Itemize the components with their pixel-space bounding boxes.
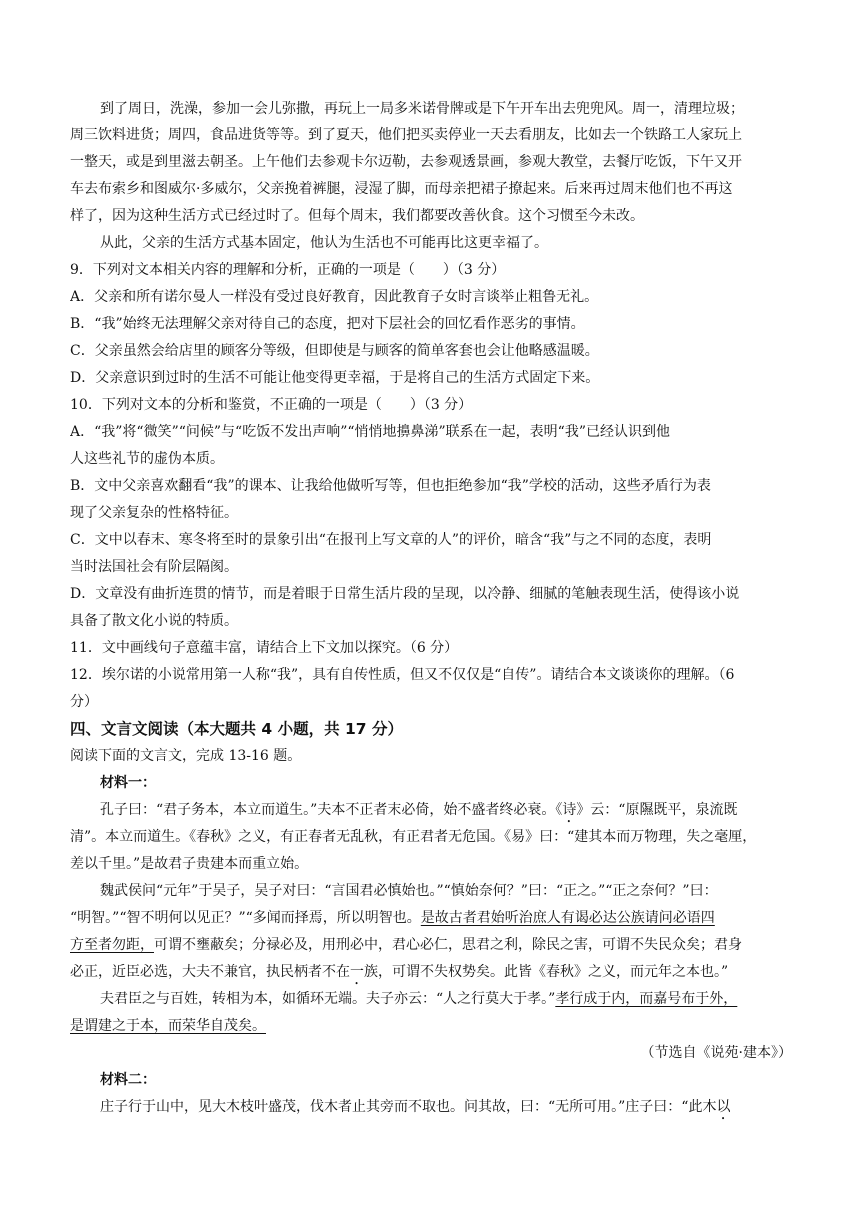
material-1-line xyxy=(70,905,792,931)
text-run: “明智。”“智不明何以见正？”“多闻而择焉，所以明智也。 xyxy=(70,910,421,926)
underlined-sentence: 方至者勿距， xyxy=(70,937,154,953)
question-10-option-d: D．文章没有曲折连贯的情节，而是着眼于日常生活片段的呈现，以冷静、细腻的笔触表现生活，使得该小说 xyxy=(70,586,740,602)
text-run: 夫君臣之与百姓，转相为本，如循环无端。夫子亦云：“人之行莫大于孝。” xyxy=(100,991,556,1007)
underlined-sentence: 孝行成于内，而嘉号布于外， xyxy=(555,991,738,1007)
intro-paragraph-line: 到了周日，洗澡，参加一会儿弥撒，再玩上一局多米诺骨牌或是下午开车出去兜兜风。周一，清理垃圾； xyxy=(100,101,744,117)
intro-paragraph-line: 周三饮料进货；周四，食品进货等等。到了夏天，他们把买卖停业一天去看朋友，比如去一个铁路工人家玩上 xyxy=(70,127,742,143)
question-10-option-c-cont: 当时法国社会有阶层隔阂。 xyxy=(70,559,238,575)
question-10-option-b-cont: 现了父亲复杂的性格特征。 xyxy=(70,505,238,521)
text-run: 孔子曰：“君子务本，本立而道生。”夫本不正者末必倚，始不盛者终必衰。《 xyxy=(100,802,563,818)
material-1-line xyxy=(100,986,792,1012)
material-1-line xyxy=(70,959,792,988)
intro-paragraph-line: 样了，因为这种生活方式已经过时了。但每个周末，我们都要改善伙食。这个习惯至今未改。 xyxy=(70,208,644,224)
question-10-stem: 10．下列对文本的分析和鉴赏，不正确的一项是（ ）（3 分） xyxy=(70,397,473,413)
emphasis-char: 一 xyxy=(350,964,364,980)
material-1-line: 清”。本立而道生。《春秋》之义，有正春者无乱秋，有正君者无危国。《易》曰：“建其本而万物理，失之毫厘， xyxy=(70,829,757,845)
question-10-option-a: A．“我”将“微笑”“问候”与“吃饭不发出声响”“悄悄地擤鼻涕”联系在一起，表明“我”已经认识到他 xyxy=(70,424,670,440)
question-9-option-c: C．父亲虽然会给店里的顾客分等级，但即使是与顾客的简单客套也会让他略感温暖。 xyxy=(70,343,599,359)
material-1-line: 魏武侯问“元年”于吴子，吴子对曰：“言国君必慎始也。”“慎始奈何？”曰：“正之。”“正之奈何？”曰： xyxy=(100,883,718,899)
question-10-option-b: B．文中父亲喜欢翻看“我”的课本、让我给他做听写等，但也拒绝参加“我”学校的活动，这些矛盾行为表 xyxy=(70,478,711,494)
question-9-option-d: D．父亲意识到过时的生活不可能让他变得更幸福，于是将自己的生活方式固定下来。 xyxy=(70,370,600,386)
material-1-line: 差以千里。”是故君子贵建本而重立始。 xyxy=(70,856,309,872)
intro-paragraph-line: 一整天，或是到里滋去朝圣。上午他们去参观卡尔迈勒，去参观透景画，参观大教堂，去餐厅吃饭，下午又开 xyxy=(70,154,742,170)
text-run: 》云：“原隰既平，泉流既 xyxy=(576,802,738,818)
closing-paragraph: 从此，父亲的生活方式基本固定，他认为生活也不可能再比这更幸福了。 xyxy=(100,235,548,251)
material-1-line xyxy=(100,797,792,826)
question-10-option-c: C．文中以春末、寒冬将至时的景象引出“在报刊上写文章的人”的评价，暗含“我”与之不同的态度，表明 xyxy=(70,532,712,548)
underlined-sentence: 是故古者君始听治庶人有谒必达公族请问必语四 xyxy=(420,910,715,926)
question-9-option-b: B．“我”始终无法理解父亲对待自己的态度，把对下层社会的回忆看作恶劣的事情。 xyxy=(70,316,585,332)
question-9-stem: 9．下列对文本相关内容的理解和分析，正确的一项是（ ）（3 分） xyxy=(70,262,506,278)
question-12: 12．埃尔诺的小说常用第一人称“我”，具有自传性质，但又不仅仅是“自传”。请结合本文谈谈你的理解。（6 xyxy=(70,667,735,683)
material-1-source: （节选自《说苑·建本》） xyxy=(640,1045,792,1061)
emphasis-char: 诗 xyxy=(562,802,577,818)
text-run: 庄子行于山中，见大木枝叶盛茂，伐木者止其旁而不取也。问其故，曰：“无所可用。”庄子曰：“此木 xyxy=(100,1099,717,1115)
material-2-line xyxy=(100,1094,792,1123)
material-1-line xyxy=(70,932,792,958)
text-run: 必正，近臣必选，大夫不兼官，执民柄者不在 xyxy=(70,964,350,980)
question-9-option-a: A．父亲和所有诺尔曼人一样没有受过良好教育，因此教育子女时言谈举止粗鲁无礼。 xyxy=(70,289,599,305)
text-run: 可谓不壅蔽矣；分禄必及，用刑必中，君心必仁，思君之利，除民之害，可谓不失民众矣；君身 xyxy=(154,937,742,953)
intro-paragraph-line: 车去布索乡和图威尔·多威尔，父亲挽着裤腿，浸湿了脚，而母亲把裙子撩起来。后来再过周末他们也不再这 xyxy=(70,181,733,197)
section-4-heading: 四、文言文阅读（本大题共 4 小题，共 17 分） xyxy=(70,720,403,738)
section-4-instruction: 阅读下面的文言文，完成 13-16 题。 xyxy=(70,748,302,764)
text-run: 族，可谓不失权势矣。此皆《春秋》之义，而元年之本也。” xyxy=(364,964,729,980)
underlined-sentence: 是谓建之于本，而荣华自茂矣。 xyxy=(70,1018,266,1034)
question-12-cont: 分） xyxy=(70,694,98,710)
question-10-option-a-cont: 人这些礼节的虚伪本质。 xyxy=(70,451,224,467)
material-1-label: 材料一： xyxy=(100,775,156,791)
emphasis-char: 以 xyxy=(716,1099,731,1115)
question-11: 11．文中画线句子意蕴丰富，请结合上下文加以探究。（6 分） xyxy=(70,640,459,656)
material-1-line xyxy=(70,1013,792,1039)
question-10-option-d-cont: 具备了散文化小说的特质。 xyxy=(70,613,238,629)
material-2-label: 材料二： xyxy=(100,1072,156,1088)
